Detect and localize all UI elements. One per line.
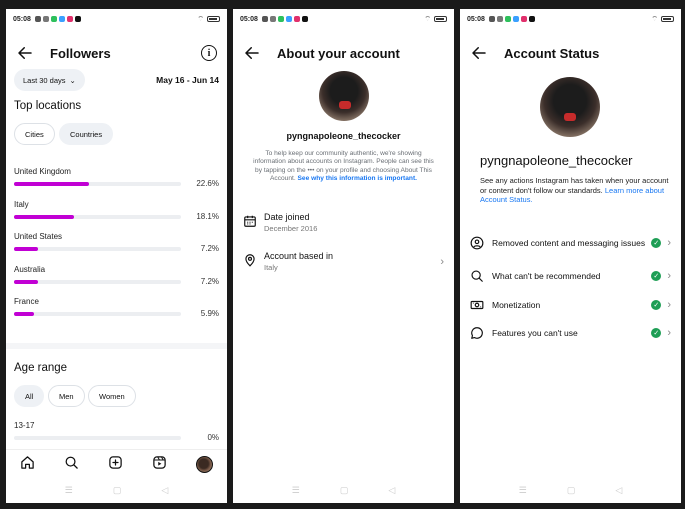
learn-more-link[interactable]: Learn more about Account Status. xyxy=(480,185,665,204)
age-range-title: Age range xyxy=(14,362,68,374)
status-bar xyxy=(460,9,681,29)
about-description-text: To help keep our community authentic, we're showing information about accounts on Instagram. People can see this by tapping on the ••• on your profile and choosing About This Account. xyxy=(253,150,434,183)
wifi-icon: ⌔ xyxy=(651,15,658,23)
age-row xyxy=(14,421,219,445)
chip-all[interactable]: All xyxy=(14,385,44,407)
about-description xyxy=(253,150,434,184)
back-arrow-icon[interactable] xyxy=(243,44,261,62)
battery-icon xyxy=(661,16,674,22)
search-icon xyxy=(470,269,484,283)
status-description xyxy=(480,176,671,205)
check-icon: ✓ xyxy=(651,328,661,338)
section-divider xyxy=(6,343,227,349)
recents-icon[interactable]: ☰ xyxy=(518,484,527,495)
chevron-right-icon: › xyxy=(667,299,671,311)
account-based-in-label: Account based in xyxy=(264,251,334,261)
date-range-dropdown[interactable] xyxy=(14,69,85,91)
location-bar-track xyxy=(14,215,181,219)
system-icons xyxy=(424,15,447,24)
account-status-screen xyxy=(460,9,681,503)
check-icon: ✓ xyxy=(651,271,661,281)
chevron-right-icon: › xyxy=(667,237,671,249)
reels-icon[interactable] xyxy=(152,455,167,475)
location-pct: 7.2% xyxy=(200,276,219,286)
check-icon: ✓ xyxy=(651,300,661,310)
status-row-recommended[interactable] xyxy=(470,264,671,288)
location-pct: 7.2% xyxy=(200,244,219,253)
date-range-text: May 16 - Jun 14 xyxy=(156,75,219,85)
location-bar-track xyxy=(14,182,181,186)
back-arrow-icon[interactable] xyxy=(16,44,34,62)
notification-icons xyxy=(489,16,535,22)
status-time: 05:08 xyxy=(467,15,485,23)
username: pyngnapoleone_thecocker xyxy=(286,131,401,141)
system-icons xyxy=(197,15,220,24)
page-title: About your account xyxy=(277,45,400,61)
back-system-icon[interactable]: ◁ xyxy=(161,484,169,495)
header xyxy=(460,31,681,75)
status-row-monetization[interactable] xyxy=(470,293,671,317)
status-row-label: Monetization xyxy=(492,300,541,310)
profile-avatar[interactable] xyxy=(196,456,213,473)
recents-icon[interactable]: ☰ xyxy=(291,484,300,495)
location-bar-fill xyxy=(14,247,38,251)
recents-icon[interactable]: ☰ xyxy=(64,484,73,495)
location-row xyxy=(14,232,219,256)
location-name: United Kingdom xyxy=(14,167,71,176)
system-navigation xyxy=(6,477,227,503)
status-time: 05:08 xyxy=(240,15,258,23)
money-icon xyxy=(470,298,484,312)
location-name: United States xyxy=(14,232,63,241)
status-row-label: What can't be recommended xyxy=(492,271,601,281)
info-icon[interactable]: i xyxy=(201,45,217,61)
speech-bubble-icon xyxy=(470,326,484,340)
top-locations-title: Top locations xyxy=(14,100,82,112)
person-circle-icon xyxy=(470,236,484,250)
wifi-icon: ⌔ xyxy=(197,15,204,23)
date-range-dropdown-label: Last 30 days xyxy=(23,75,66,85)
location-bar-fill xyxy=(14,312,34,316)
username: pyngnapoleone_thecocker xyxy=(480,153,633,168)
location-name: Australia xyxy=(14,264,46,274)
location-bar-fill xyxy=(14,280,38,284)
location-name: France xyxy=(14,297,39,306)
system-navigation xyxy=(460,477,681,503)
location-bar-fill xyxy=(14,182,89,186)
profile-photo xyxy=(540,77,600,137)
status-row-removed-content[interactable] xyxy=(470,231,671,255)
chevron-down-icon: ⌄ xyxy=(69,75,76,85)
page-title: Followers xyxy=(50,45,111,61)
status-row-label: Features you can't use xyxy=(492,328,578,338)
back-system-icon[interactable]: ◁ xyxy=(388,484,396,495)
bottom-navigation xyxy=(6,449,227,479)
home-system-icon[interactable]: ▢ xyxy=(566,484,576,495)
battery-icon xyxy=(207,16,220,22)
followers-screen xyxy=(6,9,227,503)
calendar-icon xyxy=(243,214,257,228)
location-bar-track xyxy=(14,280,181,284)
chevron-right-icon: › xyxy=(667,327,671,339)
chip-women[interactable]: Women xyxy=(88,385,136,407)
check-icon: ✓ xyxy=(651,238,661,248)
status-bar xyxy=(233,9,454,29)
page-title: Account Status xyxy=(504,45,600,61)
status-row-label: Removed content and messaging issues xyxy=(492,238,646,248)
see-why-link[interactable]: See why this information is important. xyxy=(297,175,417,183)
chevron-right-icon: › xyxy=(440,256,444,268)
wifi-icon: ⌔ xyxy=(424,15,431,23)
location-bar-track xyxy=(14,247,181,251)
location-name: Italy xyxy=(14,199,29,209)
back-arrow-icon[interactable] xyxy=(470,44,488,62)
date-joined-value: December 2016 xyxy=(264,224,318,233)
profile-photo xyxy=(319,71,369,121)
location-pct: 5.9% xyxy=(200,309,219,318)
notification-icons xyxy=(262,16,308,22)
location-bar-track xyxy=(14,312,181,316)
location-pct: 22.6% xyxy=(196,179,219,188)
location-row xyxy=(14,167,219,191)
location-row xyxy=(14,297,219,321)
about-account-screen xyxy=(233,9,454,503)
location-row xyxy=(14,200,219,224)
location-pin-icon xyxy=(243,253,257,267)
account-based-in-value: Italy xyxy=(264,263,278,272)
location-row xyxy=(14,265,219,289)
status-bar xyxy=(6,9,227,29)
chip-cities[interactable]: Cities xyxy=(14,123,55,145)
home-system-icon[interactable]: ▢ xyxy=(339,484,349,495)
search-icon[interactable] xyxy=(64,455,79,475)
age-row-pct: 0% xyxy=(207,433,219,442)
home-icon[interactable] xyxy=(20,455,35,475)
date-joined-row xyxy=(243,212,444,242)
status-row-features[interactable] xyxy=(470,321,671,345)
chip-countries[interactable]: Countries xyxy=(59,123,113,145)
header xyxy=(233,31,454,75)
location-bar-fill xyxy=(14,215,74,219)
chip-men[interactable]: Men xyxy=(48,385,85,407)
home-system-icon[interactable]: ▢ xyxy=(112,484,122,495)
date-joined-label: Date joined xyxy=(264,212,310,222)
system-icons xyxy=(651,15,674,24)
back-system-icon[interactable]: ◁ xyxy=(615,484,623,495)
battery-icon xyxy=(434,16,447,22)
notification-icons xyxy=(35,16,81,22)
account-based-in-row[interactable] xyxy=(243,251,444,281)
create-icon[interactable] xyxy=(108,455,123,475)
chevron-right-icon: › xyxy=(667,270,671,282)
status-description-text: See any actions Instagram has taken when your account or content don't follow our standards. xyxy=(480,176,669,195)
location-pct: 18.1% xyxy=(196,211,219,221)
age-row-name: 13-17 xyxy=(14,421,35,430)
age-bar-track xyxy=(14,436,181,440)
status-time: 05:08 xyxy=(13,15,31,23)
system-navigation xyxy=(233,477,454,503)
